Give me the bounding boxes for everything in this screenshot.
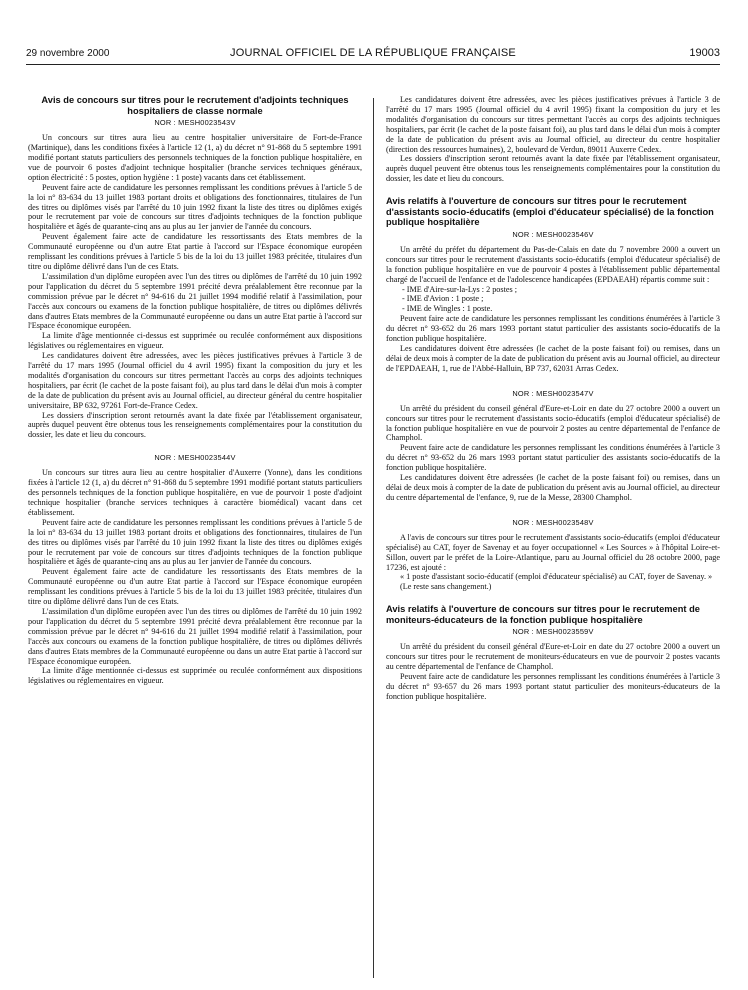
paragraph: Peuvent faire acte de candidature les personnes remplissant les conditions énumérées à l'article 3 du décret n° 93-657 du 26 mars 1993 portant statut particulier des moniteurs-éducateurs de la fonction publique hospitalière. bbox=[386, 672, 720, 701]
paragraph: Les candidatures doivent être adressées, avec les pièces justificatives prévues à l'article 3 de l'arrêté du 17 mars 1995 (Journal officiel du 4 avril 1995) fixant la composition du jury et les modalités d'organisation du concours sur titres permettant l'accès au corps des adjoints techniques hospitaliers, par écrit (le cachet de la poste faisant foi), au plus tard dans le délai d'un mois à compter de la date de publication du présent avis au Journal officiel, au directeur général du centre hospitalier universitaire, BP 632, 97261 Fort-de-France Cedex. bbox=[28, 351, 362, 410]
paragraph: L'assimilation d'un diplôme européen avec l'un des titres ou diplômes de l'arrêté du 10 juin 1992 pour l'application du décret du 5 septembre 1991 précité devra préalablement être reconnue par la commission prévue par le décret n° 94-616 du 21 juillet 1994 modifié relatif à l'assimilation, pour l'accès aux concours ou examens de la fonction publique hospitalière, de titres ou diplômes délivrés dans d'autres Etats membres de la Communauté européenne ou dans un autre Etat partie à l'accord sur l'Espace économique européen. bbox=[28, 271, 362, 331]
nor-reference: NOR : MESH0023548V bbox=[512, 517, 594, 527]
nor-reference: NOR : MESH0023543V bbox=[154, 118, 236, 128]
paragraph: A l'avis de concours sur titres pour le recrutement d'assistants socio-éducatifs (emploi d'éducateur spécialisé) au CAT, foyer de Savenay et au foyer occupationnel « Les Sources » à l'hôpital Loire-et-Sillon, ouvert par le préfet de la Loire-Atlantique, paru au Journal officiel du 28 octobre 2000, page 17236, est ajouté : bbox=[386, 532, 720, 572]
issue-date: 29 novembre 2000 bbox=[26, 48, 110, 59]
right-column bbox=[386, 95, 720, 702]
paragraph: Peuvent faire acte de candidature les personnes remplissant les conditions énumérées à l'article 3 du décret n° 93-652 du 26 mars 1993 portant statut particulier des assistants socio-éducatifs de la fonction publique hospitalière. bbox=[386, 314, 720, 344]
paragraph: Un concours sur titres aura lieu au centre hospitalier d'Auxerre (Yonne), dans les conditions fixées à l'article 12 (1, a) du décret n° 91-868 du 5 septembre 1991 modifié portant statuts particuliers des personnels techniques de la fonction publique hospitalière, en vue de pourvoir 1 poste d'adjoint technique hospitalier (branche services techniques à caractère biomédical) vacant dans cet établissement. bbox=[28, 468, 362, 517]
paragraph: (Le reste sans changement.) bbox=[400, 582, 492, 592]
paragraph: Peuvent faire acte de candidature les personnes remplissant les conditions prévues à l'article 5 de la loi n° 83-634 du 13 juillet 1983 portant droits et obligations des fonctionnaires, titulaires de l'un des titres ou diplômes visés par l'arrêté du 10 juin 1992 fixant la liste des titres ou diplômes exigés pour le recrutement par voie de concours sur titres d'adjoints techniques de la fonction publique hospitalière et âgés de quarante-cinq ans au plus au 1er janvier de l'année du concours. bbox=[28, 182, 362, 232]
paragraph: Un arrêté du président du conseil général d'Eure-et-Loir en date du 27 octobre 2000 a ouvert un concours sur titres pour le recrutement de moniteurs-éducateurs en vue de pourvoir 2 postes vacants au centre départemental de l'enfance de Champhol. bbox=[386, 642, 720, 672]
paragraph: Peuvent faire acte de candidature les personnes remplissant les conditions énumérées à l'article 3 du décret n° 93-652 du 26 mars 1993 portant statut particulier des assistants socio-éducatifs de la fonction publique hospitalière. bbox=[386, 443, 720, 473]
nor-reference: NOR : MESH0023559V bbox=[512, 627, 594, 637]
page-header bbox=[26, 46, 720, 62]
journal-title: JOURNAL OFFICIEL DE LA RÉPUBLIQUE FRANÇAISE bbox=[230, 47, 516, 59]
nor-reference: NOR : MESH0023546V bbox=[512, 229, 594, 239]
list-item: - IME de Wingles : 1 poste. bbox=[402, 304, 493, 314]
paragraph: Les dossiers d'inscription seront retournés avant la date fixée par l'établissement organisateur, auprès duquel peuvent être obtenus tous les renseignements complémentaires pour la constitution du dossier, les date et lieu du concours. bbox=[386, 154, 720, 184]
paragraph: Les candidatures doivent être adressées (le cachet de la poste faisant foi) ou remises, dans un délai de deux mois à compter de la date de publication du présent avis au Journal officiel, au directeur du centre départemental de l'enfance, 9, rue de la Messe, 28300 Champhol. bbox=[386, 473, 720, 502]
paragraph: Les candidatures doivent être adressées (le cachet de la poste faisant foi) ou remises, dans un délai de deux mois à compter de la date de publication du présent avis au Journal officiel, au directeur de l'EPDAEAH, 1, rue de l'Abbé-Halluin, BP 737, 62031 Arras Cedex. bbox=[386, 344, 720, 373]
paragraph: Un arrêté du préfet du département du Pas-de-Calais en date du 7 novembre 2000 a ouvert un concours sur titres pour le recrutement d'assistants socio-éducatifs (emploi d'éducateur spécialisé) de la fonction publique hospitalière en vue de pourvoir 4 postes à l'établissement public départemental chargé de l'accueil de l'enfance et de l'adolescence handicapées (EPDAEAH) répartis comme suit : bbox=[386, 244, 720, 284]
notice-heading: Avis relatifs à l'ouverture de concours sur titres pour le recrutement d'assistants socio-éducatifs (emploi d'éducateur spécialisé) de la fonction publique hospitalière bbox=[386, 196, 714, 228]
paragraph: Peuvent également faire acte de candidature les ressortissants des Etats membres de la Communauté européenne ou d'un autre Etat partie à l'accord sur l'Espace économique européen remplissant les conditions prévues à l'article 5 bis de la loi du 13 juillet 1983 précitée, titulaires d'un titre ou diplôme délivré dans l'un de ces Etats. bbox=[28, 232, 362, 271]
nor-reference: NOR : MESH0023544V bbox=[154, 453, 236, 463]
left-column bbox=[28, 95, 362, 686]
paragraph: Un arrêté du président du conseil général d'Eure-et-Loir en date du 27 octobre 2000 a ouvert un concours sur titres pour le recrutement d'assistants socio-éducatifs (emploi d'éducateur spécialisé) de la fonction publique hospitalière en vue de pourvoir 2 postes au centre départemental de l'enfance de Champhol. bbox=[386, 403, 720, 443]
paragraph: La limite d'âge mentionnée ci-dessus est supprimée ou reculée conformément aux dispositions législatives ou réglementaires en vigueur. bbox=[28, 666, 362, 686]
paragraph: L'assimilation d'un diplôme européen avec l'un des titres ou diplômes de l'arrêté du 10 juin 1992 pour l'application du décret du 5 septembre 1991 précité devra préalablement être reconnue par la commission prévue par le décret n° 94-616 du 21 juillet 1994 modifié relatif à l'assimilation, pour l'accès aux concours ou examens de la fonction publique hospitalière, de titres ou diplômes délivrés dans d'autres Etats membres de la Communauté européenne ou dans un autre Etat partie à l'accord sur l'Espace économique européen. bbox=[28, 606, 362, 666]
paragraph: Les dossiers d'inscription seront retournés avant la date fixée par l'établissement organisateur, auprès duquel peuvent être obtenus tous les renseignements complémentaires pour la constitution du dossier, les date et lieu du concours. bbox=[28, 410, 362, 440]
notice-heading: Avis relatifs à l'ouverture de concours sur titres pour le recrutement de moniteurs-éducateurs de la fonction publique hospitalière bbox=[386, 604, 700, 625]
list-item: - IME d'Aire-sur-la-Lys : 2 postes ; bbox=[402, 284, 518, 294]
paragraph: Peuvent faire acte de candidature les personnes remplissant les conditions prévues à l'article 5 de la loi n° 83-634 du 13 juillet 1983 portant droits et obligations des fonctionnaires, titulaires de l'un des titres ou diplômes visés par l'arrêté du 10 juin 1992 fixant la liste des titres ou diplômes exigés pour le recrutement par voie de concours sur titres d'adjoints techniques de la fonction publique hospitalière et âgés de quarante-cinq ans au plus au 1er janvier de l'année du concours. bbox=[28, 517, 362, 567]
column-divider bbox=[373, 98, 374, 978]
list-item: - IME d'Avion : 1 poste ; bbox=[402, 294, 484, 304]
nor-reference: NOR : MESH0023547V bbox=[512, 388, 594, 398]
page-number: 19003 bbox=[689, 47, 720, 59]
paragraph: « 1 poste d'assistant socio-éducatif (emploi d'éducateur spécialisé) au CAT, foyer de Savenay. » bbox=[400, 572, 713, 582]
paragraph: La limite d'âge mentionnée ci-dessus est supprimée ou reculée conformément aux dispositions législatives ou réglementaires en vigueur. bbox=[28, 331, 362, 351]
paragraph: Un concours sur titres aura lieu au centre hospitalier universitaire de Fort-de-France (Martinique), dans les conditions fixées à l'article 12 (1, a) du décret n° 91-868 du 5 septembre 1991 modifié portant statuts particuliers des personnels techniques de la fonction publique hospitalière, en vue de pourvoir 6 postes d'adjoint technique hospitalier (branche services techniques généraux, option électricité : 5 postes, option hygiène : 1 poste) vacants dans cet établissement. bbox=[28, 133, 362, 182]
paragraph: Peuvent également faire acte de candidature les ressortissants des Etats membres de la Communauté européenne ou d'un autre Etat partie à l'accord sur l'Espace économique européen remplissant les conditions prévues à l'article 5 bis de la loi du 13 juillet 1983 précitée, titulaires d'un titre ou diplôme délivré dans l'un de ces Etats. bbox=[28, 567, 362, 607]
paragraph: Les candidatures doivent être adressées, avec les pièces justificatives prévues à l'article 3 de l'arrêté du 17 mars 1995 (Journal officiel du 4 avril 1995) fixant la composition du jury et les modalités d'organisation du concours sur titres permettant l'accès au corps des adjoints techniques hospitaliers, par écrit (le cachet de la poste faisant foi), au plus tard dans le délai d'un mois à compter de la date de publication du présent avis au Journal officiel, au directeur du centre hospitalier (direction des ressources humaines), 2, boulevard de Verdun, 89011 Auxerre Cedex. bbox=[386, 95, 720, 154]
notice-heading: Avis de concours sur titres pour le recrutement d'adjoints techniques hospitaliers de classe normale bbox=[41, 95, 349, 116]
header-rule bbox=[26, 64, 720, 65]
